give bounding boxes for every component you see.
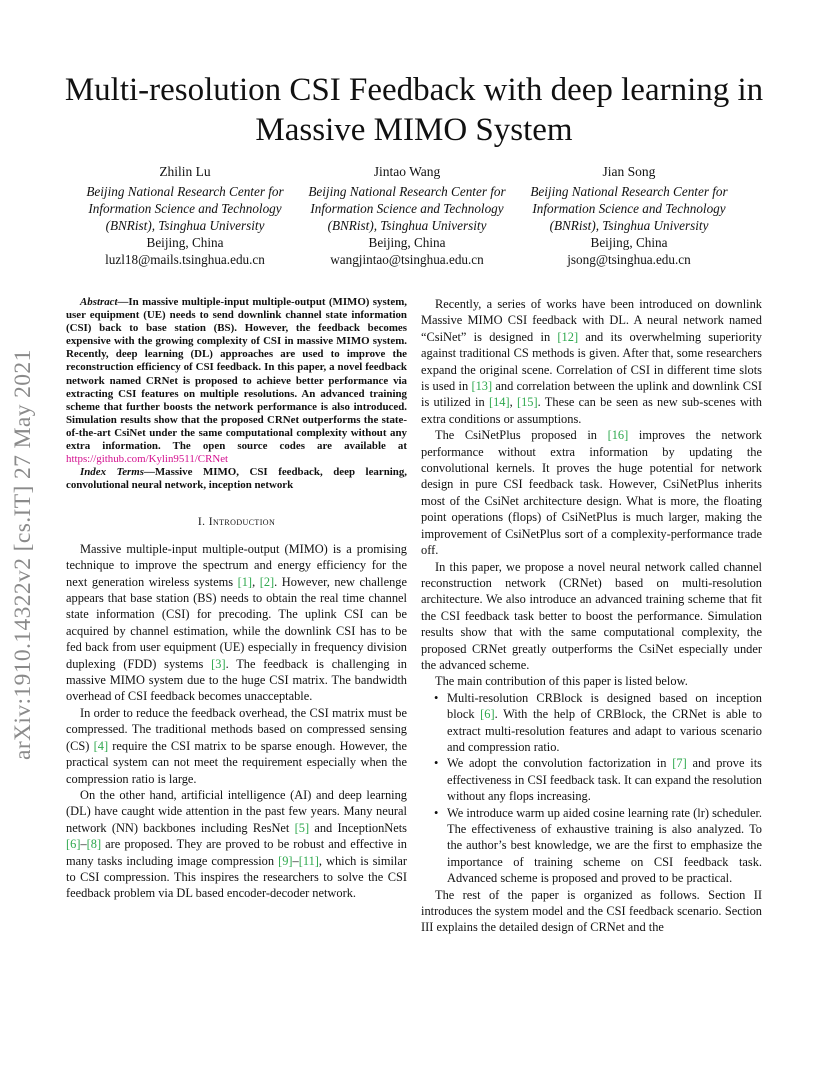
paragraph-text: and prove its effectiveness in CSI feedback task. It can expand the resolution without any flops increasing. — [447, 756, 762, 804]
contribution-list — [421, 690, 762, 887]
author-affiliation: Information Science and Technology — [532, 201, 726, 216]
section-heading-text: I. Introduction — [197, 515, 276, 529]
paragraph — [421, 887, 762, 936]
list-item — [421, 690, 762, 756]
paragraph-text: Multi-resolution CRBlock is designed based on inception block — [447, 690, 762, 722]
index-terms — [66, 466, 407, 492]
citation-link[interactable]: [1] — [237, 574, 253, 589]
paragraph-text: We adopt the convolution factorization in — [447, 756, 673, 771]
citation-link[interactable]: [5] — [294, 820, 310, 835]
paragraph-text: The rest of the paper is organized as follows. Section II introduces the system model and the CSI feedback scenario. Section III explains the detailed design of CRNet and the — [421, 887, 762, 935]
paragraph-text: . With the help of CRBlock, the CRNet is able to extract multi-resolution features and adapt to various scenario and compression ratio. — [447, 707, 762, 754]
author-name: Zhilin Lu — [159, 164, 211, 179]
citation-link[interactable]: [15] — [516, 395, 538, 410]
paragraph-text: – — [292, 853, 299, 868]
paragraph-text: and InceptionNets — [309, 820, 407, 835]
paragraph-text: The CsiNetPlus proposed in — [435, 428, 608, 443]
closing-paragraph — [421, 887, 762, 936]
code-link[interactable]: https://github.com/Kylin9511/CRNet — [66, 453, 229, 466]
paragraph — [66, 541, 407, 705]
citation-link[interactable]: [6] — [66, 837, 81, 852]
paragraph — [66, 705, 407, 787]
author-affiliation: Information Science and Technology — [310, 201, 504, 216]
author-affiliation: Beijing National Research Center for — [530, 184, 728, 199]
right-paragraphs — [421, 296, 762, 690]
paragraph — [421, 427, 762, 558]
author-affiliation: Beijing National Research Center for — [308, 184, 506, 199]
author-affiliation: (BNRist), Tsinghua University — [327, 218, 487, 233]
citation-link[interactable]: [7] — [672, 756, 687, 771]
citation-link[interactable]: [6] — [480, 707, 495, 722]
left-paragraphs — [66, 541, 407, 902]
list-item — [421, 805, 762, 887]
left-column — [66, 296, 407, 902]
paragraph-text: We introduce warm up aided cosine learning rate (lr) scheduler. The effectiveness of exhaustive training is also analyzed. To the author’s best knowledge, we are the first to emphasize the importance of training scheme on CSI feedback task. Advanced scheme is proposed and proved to be practical. — [447, 805, 762, 886]
bullet-icon: • — [434, 690, 439, 705]
paragraph-text: and its overwhelming superiority against traditional CS methods is given. After that, some researchers expand the original scene. Correlation of CSI in different time slots is used in — [421, 329, 762, 394]
paragraph-text: , which is similar to CSI compression. This inspires the researchers to solve the CSI feedback problem via DL based encoder-decoder network. — [66, 853, 407, 901]
abstract-label: Abstract — [80, 296, 118, 308]
author-email: jsong@tsinghua.edu.cn — [567, 252, 691, 267]
arxiv-stamp: arXiv:1910.14322v2 [cs.IT] 27 May 2021 — [10, 349, 36, 760]
author-name: Jian Song — [602, 164, 656, 179]
citation-link[interactable]: [12] — [557, 329, 579, 344]
citation-link[interactable]: [13] — [471, 379, 493, 394]
author-affiliation: (BNRist), Tsinghua University — [105, 218, 265, 233]
author-affiliation: Beijing National Research Center for — [86, 184, 284, 199]
author-2 — [292, 163, 522, 268]
paper-title: Multi-resolution CSI Feedback with deep learning in Massive MIMO System — [64, 72, 764, 148]
citation-link[interactable]: [16] — [607, 428, 629, 443]
paragraph-text: Massive multiple-input multiple-output (MIMO) is a promising technique to improve the spectrum and energy efficiency for the next generation wireless systems — [66, 541, 407, 589]
author-city: Beijing, China — [368, 235, 446, 250]
citation-link[interactable]: [9] — [278, 853, 293, 868]
paragraph-text: . The feedback is challenging in massive MIMO system due to the huge CSI matrix. The bandwidth overhead of CSI feedback becomes unacceptable. — [66, 656, 407, 704]
author-email: luzl18@mails.tsinghua.edu.cn — [105, 252, 265, 267]
paragraph-text: In this paper, we propose a novel neural network called channel reconstruction network (CRNet) based on multi-resolution architecture. We also introduce an advanced training scheme that fit the CSI feedback task better to boost the performance. Simulation results show that with the same computational complexity, the proposed CRNet greatly outperforms the CsiNet especially under the advanced scheme. — [421, 559, 762, 672]
citation-link[interactable]: [4] — [93, 738, 109, 753]
citation-link[interactable]: [2] — [259, 574, 275, 589]
paragraph-text: , — [509, 395, 517, 410]
paragraph-text: . However, new challenge appears that base station (BS) needs to obtain the real time channel state information (CSI) for precoding. The uplink CSI can be acquired by channel estimation, while the downlink CSI has to be fed back from user equipment (UE) especially in frequency division duplexing (FDD) systems — [66, 574, 407, 671]
author-email: wangjintao@tsinghua.edu.cn — [330, 252, 484, 267]
abstract — [66, 296, 407, 466]
paragraph — [421, 296, 762, 427]
paragraph-text: . These can be seen as new sub-scenes with extra conditions or assumptions. — [421, 395, 762, 426]
author-city: Beijing, China — [146, 235, 224, 250]
paragraph — [421, 673, 762, 689]
paragraph — [421, 559, 762, 674]
list-item — [421, 755, 762, 804]
author-city: Beijing, China — [590, 235, 668, 250]
author-affiliation: Information Science and Technology — [88, 201, 282, 216]
paragraph-text: – — [80, 837, 87, 852]
index-terms-label: Index Terms — [80, 466, 145, 479]
paragraph — [66, 787, 407, 902]
paragraph-text: , — [252, 574, 260, 589]
citation-link[interactable]: [14] — [488, 395, 510, 410]
bullet-icon: • — [434, 805, 439, 820]
citation-link[interactable]: [3] — [211, 656, 226, 671]
author-affiliation: (BNRist), Tsinghua University — [549, 218, 709, 233]
citation-link[interactable]: [11] — [298, 853, 319, 868]
bullet-icon: • — [434, 756, 439, 771]
paragraph-text: Recently, a series of works have been introduced on downlink Massive MIMO CSI feedback with DL. A neural network named “CsiNet” is designed in — [421, 297, 762, 344]
paragraph-text: require the CSI matrix to be sparse enough. However, the practical system can not meet the requirement especially when the compression ratio is large. — [66, 738, 407, 786]
section-heading — [66, 514, 407, 530]
citation-link[interactable]: [8] — [86, 837, 102, 852]
right-column — [421, 296, 762, 936]
paragraph-text: The main contribution of this paper is listed below. — [435, 674, 688, 689]
author-name: Jintao Wang — [373, 164, 441, 179]
index-terms-text: —Massive MIMO, CSI feedback, deep learning, convolutional neural network, inception network — [66, 466, 407, 492]
author-1 — [70, 163, 300, 268]
paragraph-text: In order to reduce the feedback overhead, the CSI matrix must be compressed. The traditional methods based on compressed sensing (CS) — [66, 705, 407, 753]
author-3 — [514, 163, 744, 268]
paragraph-text: On the other hand, artificial intelligence (AI) and deep learning (DL) have caught wide attention in the past few years. Many neural network (NN) backbones including ResNet — [66, 787, 407, 835]
paragraph-text: improves the network performance without extra information by updating the convolutional kernels. It proves the huge potential for network design in pure CSI feedback task. However, CsiNetPlus inherits most of the CsiNet architecture design. What is more, the floating point operations (flops) of CsiNetPlus is much larger, making the improvement of CsiNetPlus sort of a complexity-performance trade off. — [421, 428, 762, 558]
paragraph-text: are proposed. They are proved to be robust and effective in many tasks including image compression — [66, 837, 407, 868]
abstract-text: —In massive multiple-input multiple-output (MIMO) system, user equipment (UE) needs to send downlink channel state information (CSI) back to base station (BS). However, the feedback becomes expensive with the growing complexity of CSI in massive MIMO system. Recently, deep learning (DL) approaches are used to improve the reconstruction efficiency of CSI feedback. In this paper, a novel feedback network named CRNet is proposed to achieve better performance via extracting CSI features on multiple resolutions. An advanced training scheme that further boosts the network performance is also introduced. Simulation results show that the proposed CRNet outperforms the state-of-the-art CsiNet under the same computational complexity without any extra information. The open source codes are available at — [66, 296, 407, 453]
paragraph-text: and correlation between the uplink and downlink CSI is utilized in — [421, 379, 762, 410]
